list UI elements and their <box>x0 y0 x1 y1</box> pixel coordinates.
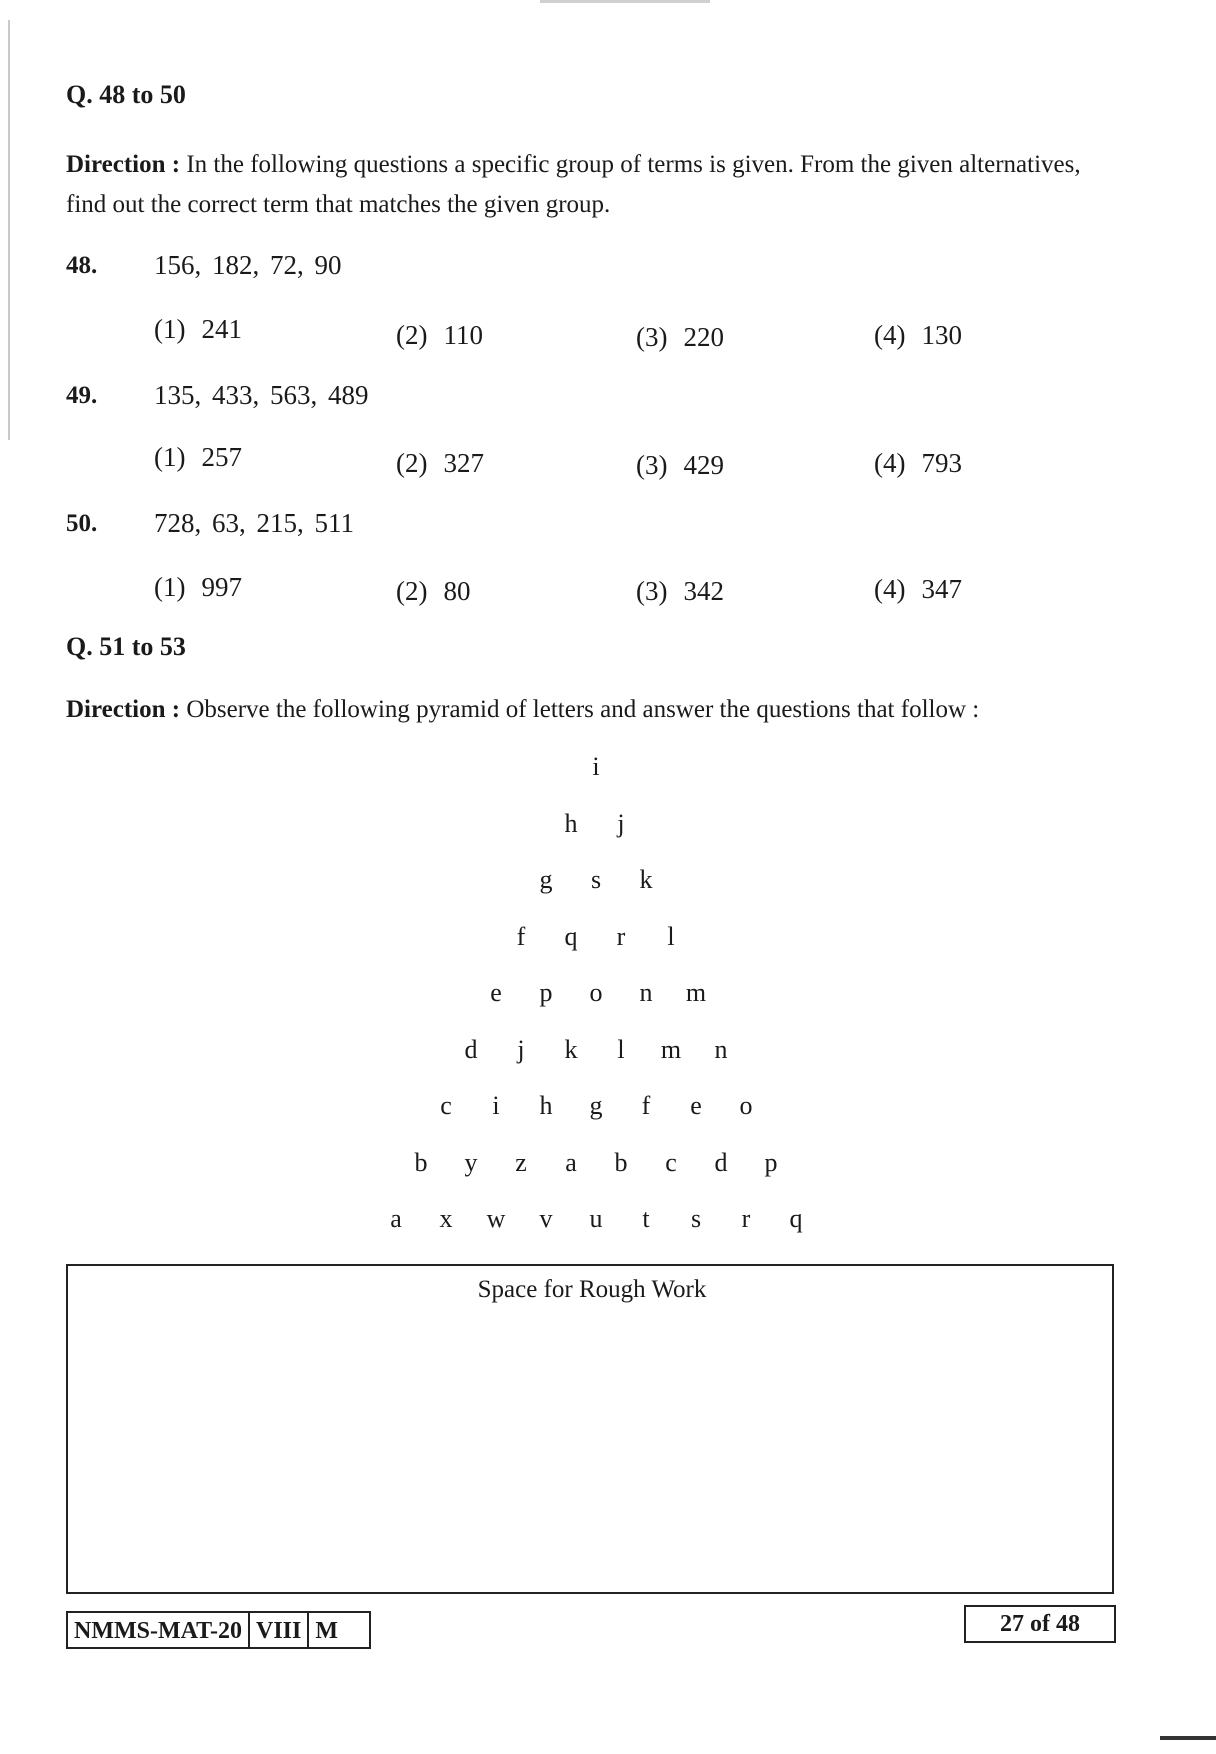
pyramid-letter: i <box>592 752 600 781</box>
rough-work-box <box>66 1264 1114 1594</box>
option-value: 80 <box>443 576 471 606</box>
pyramid-letter: c <box>440 1091 452 1120</box>
option-label: (4) <box>874 574 906 604</box>
question-terms-50: 728, 63, 215, 511 <box>154 508 354 538</box>
pyramid-letter: f <box>641 1091 651 1120</box>
option-label: (3) <box>636 576 668 606</box>
section-title-q51-53: Q. 51 to 53 <box>66 632 186 661</box>
pyramid-letter: a <box>565 1147 577 1177</box>
pyramid-letter: w <box>486 1204 506 1233</box>
option-value: 429 <box>683 450 724 480</box>
pyramid-letter: r <box>616 921 626 951</box>
option-value: 793 <box>921 448 962 478</box>
pyramid-row <box>0 1148 1216 1188</box>
pyramid-letter: q <box>564 921 578 951</box>
q48-option-3[interactable] <box>636 322 724 353</box>
direction-label: Direction : <box>66 151 181 178</box>
pyramid-letter: b <box>614 1147 628 1177</box>
pyramid-letter: z <box>515 1147 527 1177</box>
option-label: (2) <box>396 576 428 606</box>
pyramid-row <box>0 1091 1216 1131</box>
pyramid-letter: g <box>539 865 553 894</box>
pyramid-row <box>0 922 1216 962</box>
direction-text: Observe the following pyramid of letters and answer the questions that follow : <box>186 696 980 723</box>
pyramid-letter: p <box>539 978 553 1007</box>
pyramid-letter: h <box>539 1091 553 1120</box>
pyramid-letter: m <box>660 1034 682 1064</box>
pyramid-letter: e <box>690 1091 702 1120</box>
medium-code: M <box>315 1618 338 1644</box>
question-number-48: 48. <box>66 252 98 279</box>
pyramid-row <box>0 1204 1216 1244</box>
option-value: 327 <box>443 448 484 478</box>
pyramid-letter: e <box>490 978 502 1007</box>
pyramid-letter: l <box>667 921 675 951</box>
option-label: (1) <box>154 314 186 344</box>
q48-option-4[interactable] <box>874 320 962 351</box>
pyramid-letter: t <box>642 1204 650 1233</box>
class-code: VIII <box>250 1613 309 1647</box>
option-label: (1) <box>154 442 186 472</box>
pyramid-letter: p <box>764 1147 778 1177</box>
scan-bottom-mark <box>1160 1736 1216 1740</box>
paper-code: NMMS-MAT-20 <box>68 1613 250 1647</box>
pyramid-letter: n <box>639 978 653 1007</box>
q50-option-4[interactable] <box>874 574 962 605</box>
option-label: (1) <box>154 572 186 602</box>
pyramid-letter: d <box>714 1147 728 1177</box>
q49-option-3[interactable] <box>636 450 724 481</box>
option-label: (4) <box>874 448 906 478</box>
q50-option-2[interactable] <box>396 576 470 607</box>
question-number-49: 49. <box>66 382 98 409</box>
pyramid-letter: o <box>739 1091 753 1120</box>
q50-option-3[interactable] <box>636 576 724 607</box>
pyramid-row <box>0 809 1216 849</box>
page-number: 27 of 48 <box>964 1605 1116 1643</box>
pyramid-letter: i <box>492 1091 500 1120</box>
option-value: 241 <box>201 314 242 344</box>
pyramid-row <box>0 752 1216 792</box>
direction-text-line1: In the following questions a specific group of terms is given. From the given alternatives, <box>186 151 1081 178</box>
pyramid-letter: j <box>617 808 625 838</box>
option-value: 130 <box>921 320 962 350</box>
section-title-q48-50: Q. 48 to 50 <box>66 80 186 109</box>
option-label: (2) <box>396 448 428 478</box>
pyramid-letter: j <box>517 1034 525 1064</box>
q49-option-4[interactable] <box>874 448 962 479</box>
direction-q51-53 <box>66 690 979 730</box>
pyramid-row <box>0 1035 1216 1075</box>
q49-option-1[interactable] <box>154 442 242 473</box>
pyramid-letter: h <box>564 808 578 838</box>
pyramid-letter: s <box>690 1204 702 1233</box>
pyramid-letter: u <box>589 1204 603 1233</box>
option-value: 347 <box>921 574 962 604</box>
pyramid-row <box>0 978 1216 1018</box>
option-value: 220 <box>683 322 724 352</box>
pyramid-letter: b <box>414 1147 428 1177</box>
question-terms-49: 135, 433, 563, 489 <box>154 380 369 410</box>
scan-top-mark <box>540 0 710 3</box>
question-number-50: 50. <box>66 510 98 537</box>
option-label: (3) <box>636 322 668 352</box>
pyramid-letter: r <box>741 1204 751 1233</box>
option-label: (4) <box>874 320 906 350</box>
scan-edge-line <box>8 20 10 440</box>
pyramid-letter: k <box>564 1034 578 1064</box>
pyramid-row <box>0 865 1216 905</box>
pyramid-letter: y <box>464 1147 478 1177</box>
pyramid-letter: v <box>539 1204 553 1233</box>
option-value: 997 <box>201 572 242 602</box>
paper-code-box <box>66 1611 371 1649</box>
q49-option-2[interactable] <box>396 448 484 479</box>
pyramid-letter: f <box>516 921 526 951</box>
pyramid-letter: c <box>665 1147 677 1177</box>
pyramid-letter: k <box>639 865 653 894</box>
pyramid-letter: s <box>590 865 602 894</box>
pyramid-letter: x <box>439 1204 453 1233</box>
q50-option-1[interactable] <box>154 572 242 603</box>
pyramid-letter: d <box>464 1034 478 1064</box>
pyramid-letter: o <box>589 978 603 1007</box>
option-label: (2) <box>396 320 428 350</box>
q48-option-2[interactable] <box>396 320 483 351</box>
rough-work-label: Space for Rough Work <box>477 1276 707 1303</box>
pyramid-letter: n <box>714 1034 728 1064</box>
pyramid-letter: q <box>789 1204 803 1233</box>
option-value: 257 <box>201 442 242 472</box>
option-value: 110 <box>443 320 483 350</box>
pyramid-letter: m <box>685 978 707 1007</box>
option-value: 342 <box>683 576 724 606</box>
pyramid-letter: l <box>617 1034 625 1064</box>
question-terms-48: 156, 182, 72, 90 <box>154 250 342 280</box>
option-label: (3) <box>636 450 668 480</box>
direction-q48-50 <box>66 145 1081 225</box>
q48-option-1[interactable] <box>154 314 242 345</box>
pyramid-letter: g <box>589 1091 603 1120</box>
pyramid-letter: a <box>390 1204 402 1233</box>
direction-label: Direction : <box>66 696 181 723</box>
direction-text-line2: find out the correct term that matches the given group. <box>66 191 611 218</box>
